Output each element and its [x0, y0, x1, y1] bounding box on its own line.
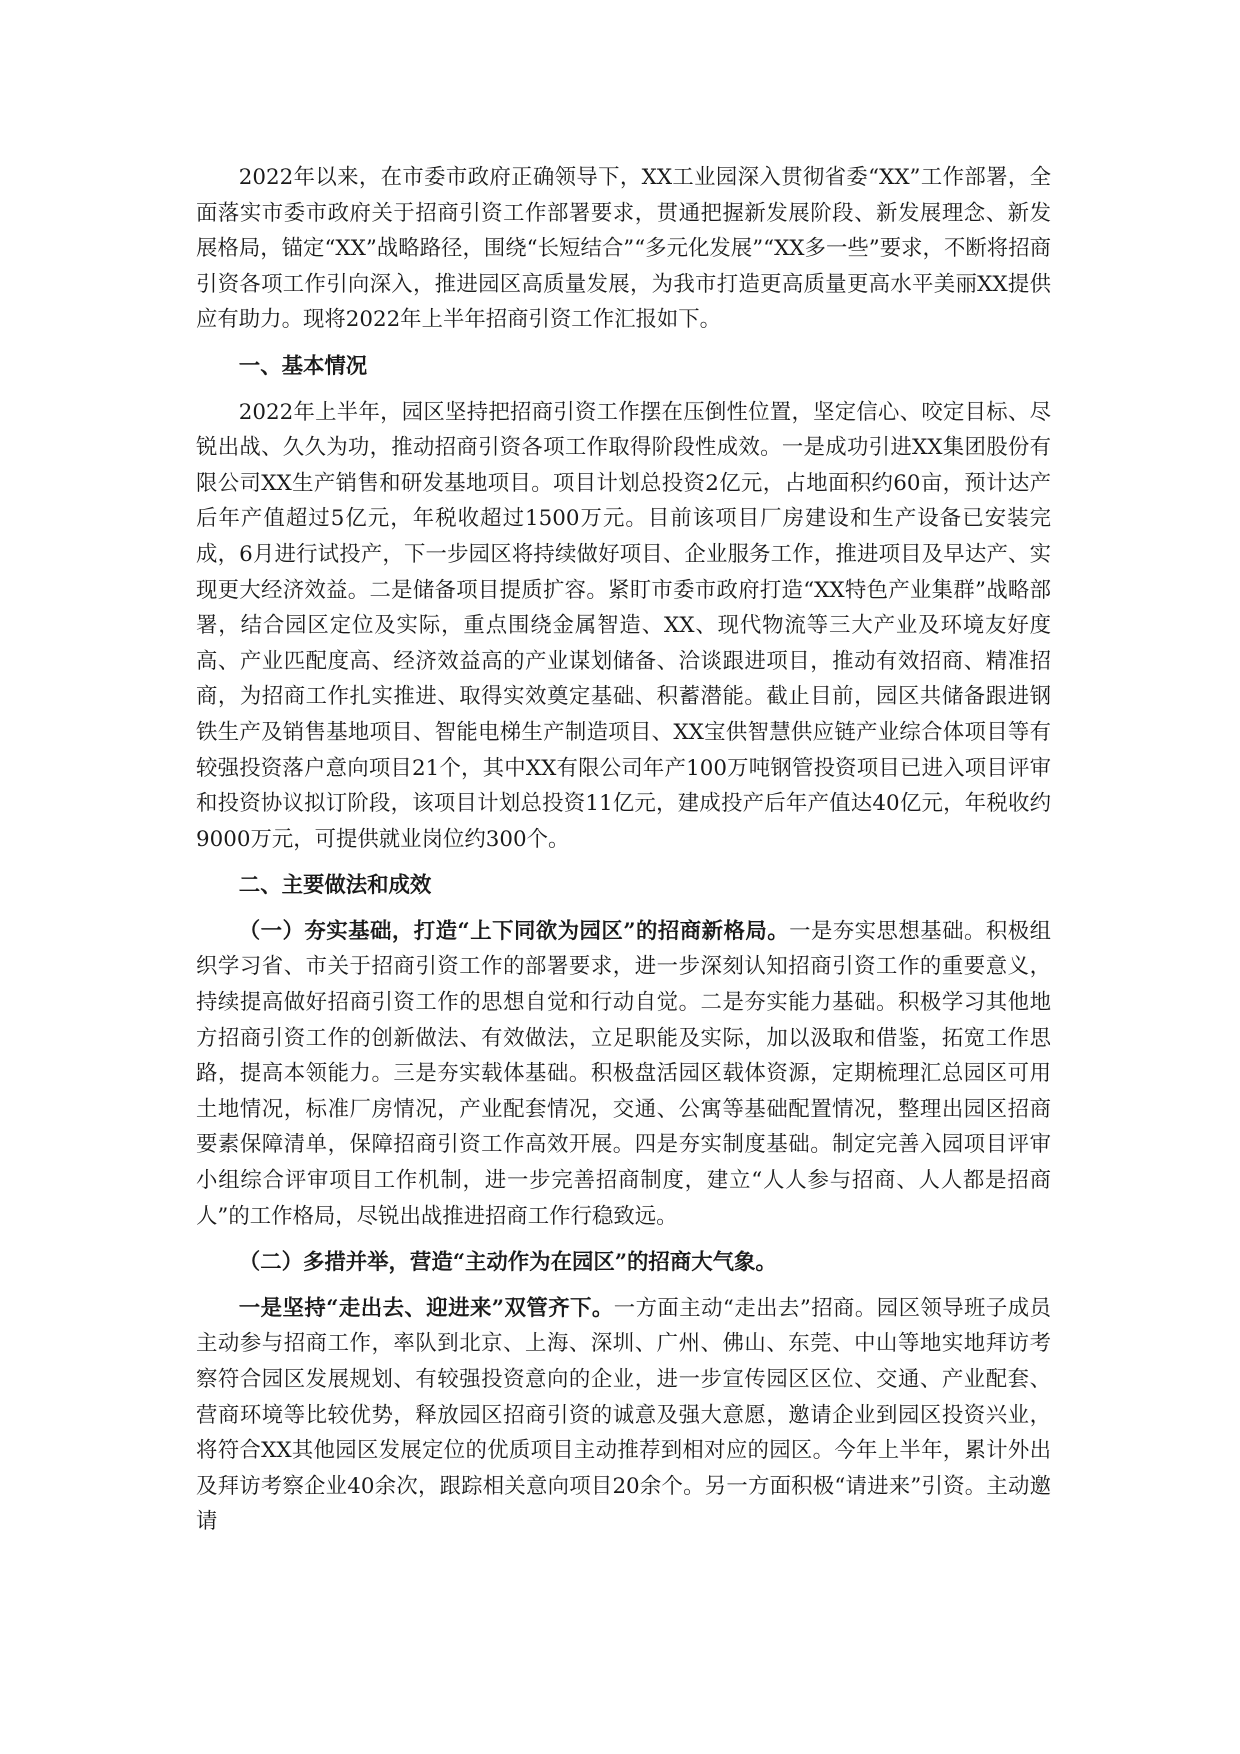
document-page	[196, 160, 1051, 1540]
subsection-2-item-1-lead: 一是坚持“走出去、迎进来”双管齐下。	[238, 1295, 614, 1321]
subsection-2-heading: （二）多措并举，营造“主动作为在园区”的招商大气象。	[238, 1250, 777, 1276]
subsection-1-body: 一是夯实思想基础。积极组织学习省、市关于招商引资工作的部署要求，进一步深刻认知招商引资工作的重要意义，持续提高做好招商引资工作的思想自觉和行动自觉。二是夯实能力基础。积极学习其他地方招商引资工作的创新做法、有效做法，立足职能及实际，加以汲取和借鉴，拓宽工作思路，提高本领能力。三是夯实载体基础。积极盘活园区载体资源，定期梳理汇总园区可用土地情况，标准厂房情况，产业配套情况，交通、公寓等基础配置情况，整理出园区招商要素保障清单，保障招商引资工作高效开展。四是夯实制度基础。制定完善入园项目评审小组综合评审项目工作机制，进一步完善招商制度，建立“人人参与招商、人人都是招商人”的工作格局，尽锐出战推进招商工作行稳致远。	[196, 918, 1051, 1229]
subsection-2-item-1-body: 一方面主动“走出去”招商。园区领导班子成员主动参与招商工作，率队到北京、上海、深圳、广州、佛山、东莞、中山等地实地拜访考察符合园区发展规划、有较强投资意向的企业，进一步宣传园区区位、交通、产业配套、营商环境等比较优势，释放园区招商引资的诚意及强大意愿，邀请企业到园区投资兴业，将符合XX其他园区发展定位的优质项目主动推荐到相对应的园区。今年上半年，累计外出及拜访考察企业40余次，跟踪相关意向项目20余个。另一方面积极“请进来”引资。主动邀请	[196, 1295, 1052, 1535]
section-1-heading: 一、基本情况	[238, 353, 368, 379]
intro-paragraph: 2022年以来，在市委市政府正确领导下，XX工业园深入贯彻省委“XX”工作部署，全面落实市委市政府关于招商引资工作部署要求，贯通把握新发展阶段、新发展理念、新发展格局，锚定“XX”战略路径，围绕“长短结合”“多元化发展”“XX多一些”要求，不断将招商引资各项工作引向深入，推进园区高质量发展，为我市打造更高质量更高水平美丽XX提供应有助力。现将2022年上半年招商引资工作汇报如下。	[196, 165, 1051, 333]
section-2-heading: 二、主要做法和成效	[238, 873, 432, 899]
subsection-2-item-1	[196, 1291, 1051, 1540]
subsection-1-lead: （一）夯实基础，打造“上下同欲为园区”的招商新格局。	[238, 918, 790, 944]
section-1-body: 2022年上半年，园区坚持把招商引资工作摆在压倒性位置，坚定信心、咬定目标、尽锐出战、久久为功，推动招商引资各项工作取得阶段性成效。一是成功引进XX集团股份有限公司XX生产销售和研发基地项目。项目计划总投资2亿元，占地面积约60亩，预计达产后年产值超过5亿元，年税收超过1500万元。目前该项目厂房建设和生产设备已安装完成，6月进行试投产，下一步园区将持续做好项目、企业服务工作，推进项目及早达产、实现更大经济效益。二是储备项目提质扩容。紧盯市委市政府打造“XX特色产业集群”战略部署，结合园区定位及实际，重点围绕金属智造、XX、现代物流等三大产业及环境友好度高、产业匹配度高、经济效益高的产业谋划储备、洽谈跟进项目，推动有效招商、精准招商，为招商工作扎实推进、取得实效奠定基础、积蓄潜能。截止目前，园区共储备跟进钢铁生产及销售基地项目、智能电梯生产制造项目、XX宝供智慧供应链产业综合体项目等有较强投资落户意向项目21个，其中XX有限公司年产100万吨钢管投资项目已进入项目评审和投资协议拟订阶段，该项目计划总投资11亿元，建成投产后年产值达40亿元，年税收约9000万元，可提供就业岗位约300个。	[196, 399, 1051, 852]
subsection-1-paragraph	[196, 914, 1051, 1234]
